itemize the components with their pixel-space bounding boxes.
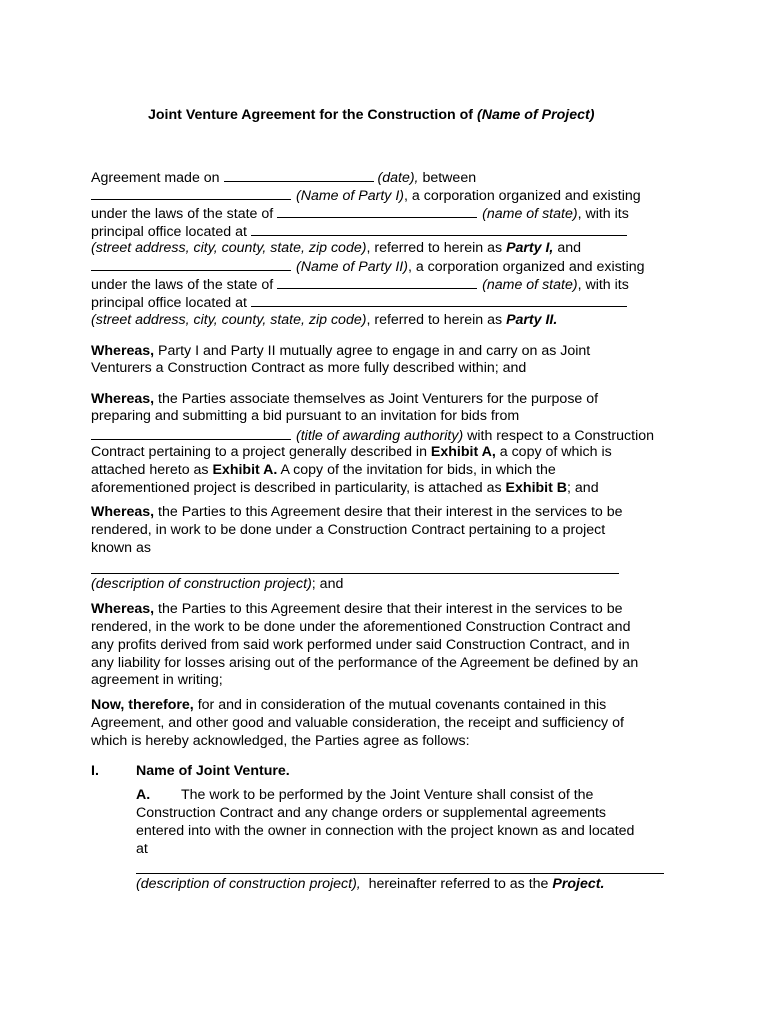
party-2-state-line: under the laws of the state of (name of state), with its bbox=[91, 277, 629, 293]
whereas-4-line-4: any liability for losses arising out of the performance of the Agreement be defined by an bbox=[91, 655, 639, 671]
whereas-4-line-1: Whereas, the Parties to this Agreement desire that their interest in the services to be bbox=[91, 601, 623, 617]
whereas-3-line-3: known as bbox=[91, 540, 151, 556]
party-2-address-blank bbox=[251, 293, 627, 307]
whereas-4-line-5: agreement in writing; bbox=[91, 672, 223, 688]
subsection-a-line-1: The work to be performed by the Joint Venture shall consist of the bbox=[181, 787, 594, 803]
party-2-address-line: (street address, city, county, state, zip code), referred to herein as Party II. bbox=[91, 312, 558, 328]
whereas-3-line-2: rendered, in work to be done under a Construction Contract pertaining to a project bbox=[91, 522, 606, 538]
project-description-blank bbox=[91, 573, 619, 574]
party-1-address-blank bbox=[251, 222, 627, 236]
whereas-2-line-1: Whereas, the Parties associate themselves as Joint Venturers for the purpose of bbox=[91, 391, 599, 407]
subsection-a-line-2: Construction Contract and any change orders or supplemental agreements bbox=[136, 805, 607, 821]
whereas-2-line-5: attached hereto as Exhibit A. A copy of the invitation for bids, in which the bbox=[91, 462, 556, 478]
section-1-heading: Name of Joint Venture. bbox=[136, 763, 290, 779]
party-2-office-line: principal office located at bbox=[91, 293, 627, 312]
date-blank bbox=[224, 168, 374, 182]
party-2-name-line: (Name of Party II), a corporation organized and existing bbox=[91, 257, 645, 276]
subsection-a-line-3: entered into with the owner in connection with the project known as and located bbox=[136, 823, 635, 839]
whereas-4-line-2: rendered, in the work to be done under the aforementioned Construction Contract and bbox=[91, 619, 631, 635]
party-2-name-blank bbox=[91, 257, 291, 271]
project-location-blank bbox=[136, 873, 664, 874]
whereas-2-line-4: Contract pertaining to a project generally described in Exhibit A, a copy of which is bbox=[91, 444, 612, 460]
party-1-office-line: principal office located at bbox=[91, 222, 627, 241]
now-therefore-line-2: Agreement, and other good and valuable consideration, the receipt and sufficiency of bbox=[91, 715, 624, 731]
whereas-3-line-4: (description of construction project); and bbox=[91, 576, 344, 592]
awarding-authority-blank bbox=[91, 426, 291, 440]
party-1-name-line: (Name of Party I), a corporation organized and existing bbox=[91, 186, 641, 205]
party-1-address-line: (street address, city, county, state, zip code), referred to herein as Party I, and bbox=[91, 240, 582, 256]
whereas-3-line-1: Whereas, the Parties to this Agreement desire that their interest in the services to be bbox=[91, 504, 623, 520]
whereas-2-line-3: (title of awarding authority) with respect to a Construction bbox=[91, 426, 654, 445]
whereas-1-line-1: Whereas, Party I and Party II mutually agree to engage in and carry on as Joint bbox=[91, 343, 591, 359]
subsection-a-line-4: at bbox=[136, 841, 148, 857]
subsection-a-line-5: (description of construction project), hereinafter referred to as the Project. bbox=[136, 876, 605, 892]
document-title: Joint Venture Agreement for the Construction of (Name of Project) bbox=[148, 107, 595, 123]
party-2-state-blank bbox=[277, 275, 477, 289]
party-1-state-line: under the laws of the state of (name of state), with its bbox=[91, 206, 629, 222]
agreement-date-line: Agreement made on (date), between bbox=[91, 170, 477, 186]
whereas-2-line-6: aforementioned project is described in particularity, is attached as Exhibit B; and bbox=[91, 480, 599, 496]
now-therefore-line-3: which is hereby acknowledged, the Parties agree as follows: bbox=[91, 733, 470, 749]
party-1-state-blank bbox=[277, 204, 477, 218]
whereas-4-line-3: any profits derived from said work performed under said Construction Contract, and in bbox=[91, 637, 630, 653]
whereas-2-line-2: preparing and submitting a bid pursuant to an invitation for bids from bbox=[91, 408, 520, 424]
whereas-1-line-2: Venturers a Construction Contract as more fully described within; and bbox=[91, 360, 527, 376]
section-1-number: I. bbox=[91, 763, 99, 779]
subsection-a-label: A. bbox=[136, 787, 151, 803]
party-1-name-blank bbox=[91, 186, 291, 200]
now-therefore-line-1: Now, therefore, for and in consideration of the mutual covenants contained in this bbox=[91, 697, 607, 713]
